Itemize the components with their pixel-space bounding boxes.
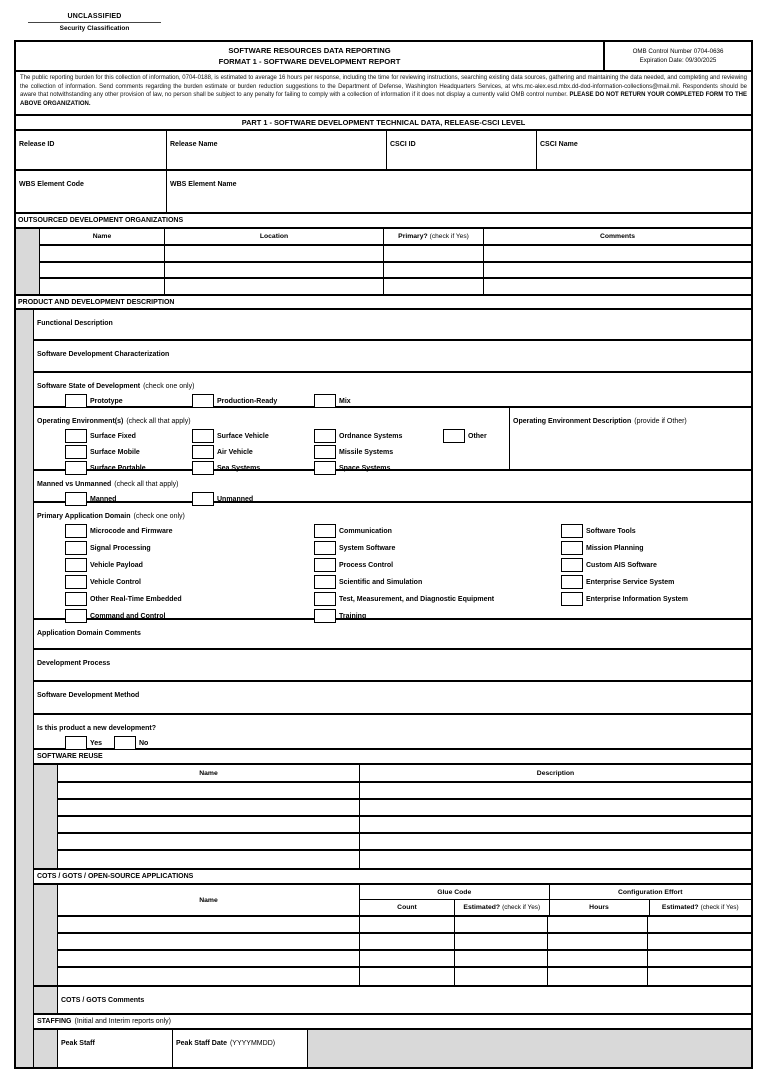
product-section-header: PRODUCT AND DEVELOPMENT DESCRIPTION bbox=[16, 294, 751, 308]
development-process-label: Development Process bbox=[37, 660, 111, 667]
domain-note: (check one only) bbox=[133, 513, 185, 520]
surface-vehicle-checkbox[interactable] bbox=[192, 429, 214, 443]
reuse-row bbox=[58, 851, 751, 868]
domain-row-2 bbox=[37, 540, 748, 557]
domain-mission-planning bbox=[561, 541, 644, 555]
state-option-production-ready bbox=[192, 394, 277, 408]
outsourced-name-cell[interactable] bbox=[40, 246, 165, 261]
cots-side-strip bbox=[34, 885, 58, 985]
product-side-strip bbox=[16, 310, 34, 1067]
outsourced-table bbox=[16, 227, 751, 294]
unmanned-option-label: Unmanned bbox=[217, 495, 254, 503]
cots-glue-estimated-cell[interactable] bbox=[455, 917, 548, 932]
outsourced-section-header: OUTSOURCED DEVELOPMENT ORGANIZATIONS bbox=[16, 212, 751, 227]
sea-systems-label: Sea Systems bbox=[217, 464, 261, 472]
burden-bold-text: PLEASE DO NOT RETURN YOUR COMPLETED FORM TO THE ABOVE ORGANIZATION. bbox=[20, 92, 747, 108]
outsourced-primary-header bbox=[384, 229, 484, 244]
system-software-checkbox[interactable] bbox=[314, 541, 336, 555]
scientific-and-simulation-checkbox[interactable] bbox=[314, 575, 336, 589]
reuse-name-cell[interactable] bbox=[58, 851, 360, 868]
estimated-note: (check if Yes) bbox=[700, 904, 739, 911]
domain-vehicle-control bbox=[65, 575, 141, 589]
manned-note: (check all that apply) bbox=[114, 481, 179, 488]
ordnance-systems-checkbox[interactable] bbox=[314, 429, 336, 443]
estimated-label: Estimated? bbox=[661, 904, 699, 911]
manned-label: Manned vs Unmanned bbox=[37, 481, 112, 488]
yes-label: Yes bbox=[90, 739, 103, 747]
reuse-name-cell[interactable] bbox=[58, 800, 360, 815]
outsourced-name-cell[interactable] bbox=[40, 279, 165, 294]
release-name-field[interactable] bbox=[167, 131, 387, 169]
enterprise-information-system-label: Enterprise Information System bbox=[586, 595, 688, 603]
reuse-name-cell[interactable] bbox=[58, 834, 360, 849]
csci-id-field[interactable] bbox=[387, 131, 537, 169]
estimated-label: Estimated? bbox=[463, 904, 501, 911]
configuration-hours-header: Hours bbox=[550, 900, 650, 915]
cots-config-estimated-cell[interactable] bbox=[648, 968, 751, 985]
outsourced-header-row bbox=[40, 229, 751, 246]
software-tools-label: Software Tools bbox=[586, 527, 636, 535]
glue-code-group bbox=[360, 885, 550, 915]
outsourced-comments-header: Comments bbox=[599, 232, 636, 240]
cots-comments-box bbox=[34, 987, 751, 1015]
new-development-box bbox=[34, 715, 751, 750]
domain-comments-label: Application Domain Comments bbox=[37, 630, 141, 637]
wbs-element-name-label: WBS Element Name bbox=[170, 181, 237, 188]
cots-table bbox=[34, 885, 751, 987]
training-label: Training bbox=[339, 612, 367, 620]
primary-application-domain-box bbox=[34, 503, 751, 620]
domain-row-5 bbox=[37, 591, 748, 608]
domain-enterprise-service-system bbox=[561, 575, 674, 589]
no-checkbox[interactable] bbox=[114, 736, 136, 750]
openv-row-2 bbox=[37, 444, 506, 460]
other-environment-label: Other bbox=[468, 432, 487, 440]
outsourced-row bbox=[40, 246, 751, 263]
reuse-description-header: Description bbox=[536, 769, 575, 777]
domain-other-real-time-embedded bbox=[65, 592, 182, 606]
outsourced-row bbox=[40, 263, 751, 280]
domain-custom-ais-software bbox=[561, 558, 657, 572]
peak-staff-date-label: Peak Staff Date bbox=[176, 1040, 227, 1047]
cots-glue-estimated-cell[interactable] bbox=[455, 968, 548, 985]
reuse-table bbox=[34, 765, 751, 870]
form-title-line1: SOFTWARE RESOURCES DATA REPORTING bbox=[228, 45, 391, 55]
cots-comments-side-strip bbox=[34, 987, 58, 1013]
yes-checkbox[interactable] bbox=[65, 736, 87, 750]
surface-mobile-label: Surface Mobile bbox=[90, 448, 140, 456]
omb-block bbox=[603, 42, 751, 70]
domain-microcode-and-firmware bbox=[65, 524, 172, 538]
operating-environment-box bbox=[34, 408, 751, 471]
staffing-header-label: STAFFING bbox=[37, 1018, 72, 1025]
cots-comments-field[interactable] bbox=[58, 987, 751, 1013]
vehicle-control-label: Vehicle Control bbox=[90, 578, 141, 586]
missile-systems-label: Missile Systems bbox=[339, 448, 394, 456]
domain-software-tools bbox=[561, 524, 636, 538]
glue-code-header: Glue Code bbox=[360, 885, 549, 900]
software-state-box bbox=[34, 373, 751, 408]
cots-hours-cell[interactable] bbox=[548, 951, 648, 966]
application-domain-comments-field[interactable] bbox=[34, 620, 751, 650]
surface-portable-label: Surface Portable bbox=[90, 464, 146, 472]
csci-name-label: CSCI Name bbox=[540, 141, 578, 148]
openv-row-1 bbox=[37, 428, 506, 444]
other-environment-checkbox[interactable] bbox=[443, 429, 465, 443]
outsourced-table-body bbox=[40, 229, 751, 294]
configuration-estimated-header bbox=[650, 900, 752, 915]
openv-air-vehicle bbox=[192, 445, 253, 459]
new-development-options-row bbox=[37, 735, 748, 753]
surface-vehicle-label: Surface Vehicle bbox=[217, 432, 269, 440]
domain-process-control bbox=[314, 558, 393, 572]
cots-count-cell[interactable] bbox=[360, 934, 455, 949]
openv-surface-fixed bbox=[65, 429, 136, 443]
openv-other bbox=[443, 429, 487, 443]
configuration-effort-header: Configuration Effort bbox=[550, 885, 752, 900]
peak-staff-date-field[interactable] bbox=[173, 1030, 308, 1067]
domain-system-software bbox=[314, 541, 395, 555]
operating-env-label: Operating Environment(s) bbox=[37, 418, 124, 425]
srdr-form bbox=[14, 40, 753, 1069]
no-label: No bbox=[139, 739, 149, 747]
surface-fixed-label: Surface Fixed bbox=[90, 432, 136, 440]
space-systems-label: Space Systems bbox=[339, 464, 391, 472]
ordnance-systems-label: Ordnance Systems bbox=[339, 432, 403, 440]
outsourced-primary-cell[interactable] bbox=[384, 263, 484, 278]
outsourced-comments-cell[interactable] bbox=[484, 246, 751, 261]
surface-mobile-checkbox[interactable] bbox=[65, 445, 87, 459]
cots-count-cell[interactable] bbox=[360, 917, 455, 932]
mix-label: Mix bbox=[339, 397, 351, 405]
identification-row-2 bbox=[16, 169, 751, 212]
form-title-line2: FORMAT 1 - SOFTWARE DEVELOPMENT REPORT bbox=[218, 57, 401, 66]
product-section bbox=[16, 308, 751, 1067]
cots-row bbox=[58, 934, 751, 951]
test-measurement-diagnostic-label: Test, Measurement, and Diagnostic Equipment bbox=[339, 595, 495, 603]
domain-signal-processing bbox=[65, 541, 151, 555]
reuse-section-header: SOFTWARE REUSE bbox=[34, 750, 751, 765]
cots-hours-cell[interactable] bbox=[548, 917, 648, 932]
new-development-label: Is this product a new development? bbox=[37, 725, 157, 732]
state-option-prototype bbox=[65, 394, 123, 408]
cots-config-estimated-cell[interactable] bbox=[648, 951, 751, 966]
air-vehicle-checkbox[interactable] bbox=[192, 445, 214, 459]
reuse-side-strip bbox=[34, 765, 58, 868]
vehicle-control-checkbox[interactable] bbox=[65, 575, 87, 589]
reuse-description-cell[interactable] bbox=[360, 817, 751, 832]
reuse-name-header: Name bbox=[58, 765, 360, 781]
process-control-label: Process Control bbox=[339, 561, 394, 569]
omb-control-number: OMB Control Number 0704-0636 bbox=[632, 47, 724, 55]
test-measurement-diagnostic-checkbox[interactable] bbox=[314, 592, 336, 606]
outsourced-location-cell[interactable] bbox=[165, 246, 384, 261]
prototype-label: Prototype bbox=[90, 397, 123, 405]
product-body bbox=[34, 310, 751, 1067]
outsourced-comments-cell[interactable] bbox=[484, 263, 751, 278]
enterprise-service-system-checkbox[interactable] bbox=[561, 575, 583, 589]
system-software-label: System Software bbox=[339, 544, 396, 552]
cots-row bbox=[58, 968, 751, 985]
software-tools-checkbox[interactable] bbox=[561, 524, 583, 538]
functional-description-label: Functional Description bbox=[37, 320, 113, 327]
cots-table-body bbox=[58, 885, 751, 985]
domain-label: Primary Application Domain bbox=[37, 513, 131, 520]
enterprise-service-system-label: Enterprise Service System bbox=[586, 578, 675, 586]
estimated-note: (check if Yes) bbox=[502, 904, 541, 911]
outsourced-name-cell[interactable] bbox=[40, 263, 165, 278]
classification-label: Security Classification bbox=[59, 25, 130, 32]
cots-config-estimated-cell[interactable] bbox=[648, 934, 751, 949]
form-title bbox=[16, 42, 603, 70]
prototype-checkbox[interactable] bbox=[65, 394, 87, 408]
peak-staff-field[interactable] bbox=[58, 1030, 173, 1067]
cots-header-row bbox=[58, 885, 751, 917]
configuration-effort-group bbox=[550, 885, 752, 915]
new-development-no bbox=[114, 736, 148, 750]
cots-count-cell[interactable] bbox=[360, 968, 455, 985]
cots-row bbox=[58, 951, 751, 968]
release-id-field[interactable] bbox=[16, 131, 167, 169]
reuse-row bbox=[58, 834, 751, 851]
identification-row-1 bbox=[16, 129, 751, 169]
cots-row bbox=[58, 917, 751, 934]
production-ready-label: Production-Ready bbox=[217, 397, 278, 405]
domain-communication bbox=[314, 524, 392, 538]
openv-ordnance-systems bbox=[314, 429, 402, 443]
domain-row-1 bbox=[37, 523, 748, 540]
mix-checkbox[interactable] bbox=[314, 394, 336, 408]
characterization-label: Software Development Characterization bbox=[37, 351, 170, 358]
outsourced-location-cell[interactable] bbox=[165, 279, 384, 294]
glue-code-estimated-header bbox=[455, 900, 549, 915]
outsourced-primary-cell[interactable] bbox=[384, 246, 484, 261]
development-process-field[interactable] bbox=[34, 650, 751, 682]
peak-staff-label: Peak Staff bbox=[61, 1040, 95, 1047]
microcode-and-firmware-label: Microcode and Firmware bbox=[90, 527, 173, 535]
domain-scientific-and-simulation bbox=[314, 575, 422, 589]
peak-staff-date-note: (YYYYMMDD) bbox=[229, 1040, 276, 1047]
outsourced-row bbox=[40, 279, 751, 294]
state-option-mix bbox=[314, 394, 351, 408]
state-label: Software State of Development bbox=[37, 383, 141, 390]
release-name-label: Release Name bbox=[170, 141, 218, 148]
reuse-description-cell[interactable] bbox=[360, 800, 751, 815]
reuse-header-row bbox=[58, 765, 751, 783]
csci-name-field[interactable] bbox=[537, 131, 751, 169]
operating-environment-description-field[interactable] bbox=[509, 408, 751, 469]
domain-enterprise-information-system bbox=[561, 592, 688, 606]
vehicle-payload-checkbox[interactable] bbox=[65, 558, 87, 572]
wbs-element-code-label: WBS Element Code bbox=[19, 181, 84, 188]
cots-comments-label: COTS / GOTS Comments bbox=[61, 997, 145, 1004]
mission-planning-label: Mission Planning bbox=[586, 544, 644, 552]
reuse-description-cell[interactable] bbox=[360, 834, 751, 849]
classification-banner: UNCLASSIFIED bbox=[28, 13, 161, 23]
staffing-filler bbox=[308, 1030, 751, 1067]
outsourced-location-cell[interactable] bbox=[165, 263, 384, 278]
domain-row-4 bbox=[37, 574, 748, 591]
reuse-name-cell[interactable] bbox=[58, 783, 360, 798]
software-development-method-field[interactable] bbox=[34, 682, 751, 715]
signal-processing-checkbox[interactable] bbox=[65, 541, 87, 555]
other-real-time-embedded-checkbox[interactable] bbox=[65, 592, 87, 606]
reuse-row bbox=[58, 817, 751, 834]
functional-description-field[interactable] bbox=[34, 310, 751, 341]
vehicle-payload-label: Vehicle Payload bbox=[90, 561, 143, 569]
enterprise-information-system-checkbox[interactable] bbox=[561, 592, 583, 606]
glue-code-count-header: Count bbox=[360, 900, 455, 915]
other-real-time-embedded-label: Other Real-Time Embedded bbox=[90, 595, 182, 603]
new-development-yes bbox=[65, 736, 102, 750]
title-row bbox=[16, 42, 751, 70]
part1-header: PART 1 - SOFTWARE DEVELOPMENT TECHNICAL DATA, RELEASE-CSCI LEVEL bbox=[16, 114, 751, 129]
openv-missile-systems bbox=[314, 445, 393, 459]
communication-checkbox[interactable] bbox=[314, 524, 336, 538]
operating-environment-options bbox=[34, 408, 509, 472]
outsourced-name-header: Name bbox=[40, 229, 165, 244]
cots-count-cell[interactable] bbox=[360, 951, 455, 966]
development-method-label: Software Development Method bbox=[37, 692, 140, 699]
production-ready-checkbox[interactable] bbox=[192, 394, 214, 408]
custom-ais-software-label: Custom AIS Software bbox=[586, 561, 657, 569]
cots-section-header: COTS / GOTS / OPEN-SOURCE APPLICATIONS bbox=[34, 870, 751, 885]
operating-env-description-note: (provide if Other) bbox=[634, 418, 687, 425]
domain-vehicle-payload bbox=[65, 558, 143, 572]
burden-text: The public reporting burden for this collection of information, 0704-0188, is estimated to average 16 hours per response, including the time for reviewing instructions, searching existing data sources, gathering and maintaining the data needed, and completing and reviewing the collection of information. Send comments regarding the burden estimate or burden reduction suggestions to the Department of Defense, Washington Headquarters Services, at whs.mc-alex.esd.mbx.dd-dod-information-collections@mail.mil. Respondents should be aware that notwithstanding any other provision of law, no person shall be subject to any penalty for failing to comply with a collection of information if it does not display a currently valid OMB control number. bbox=[20, 75, 747, 99]
operating-env-description-label: Operating Environment Description bbox=[513, 418, 632, 425]
custom-ais-software-checkbox[interactable] bbox=[561, 558, 583, 572]
process-control-checkbox[interactable] bbox=[314, 558, 336, 572]
cots-name-cell[interactable] bbox=[58, 968, 360, 985]
cots-hours-cell[interactable] bbox=[548, 934, 648, 949]
staffing-section-header bbox=[34, 1015, 751, 1030]
cots-glue-estimated-cell[interactable] bbox=[455, 934, 548, 949]
staffing-row bbox=[34, 1030, 751, 1067]
manned-unmanned-box bbox=[34, 471, 751, 503]
staffing-header-note: (Initial and Interim reports only) bbox=[74, 1018, 171, 1025]
reuse-description-cell[interactable] bbox=[360, 783, 751, 798]
mission-planning-checkbox[interactable] bbox=[561, 541, 583, 555]
openv-surface-vehicle bbox=[192, 429, 269, 443]
wbs-element-name-field[interactable] bbox=[167, 171, 751, 212]
staffing-side-strip bbox=[34, 1030, 58, 1067]
outsourced-comments-cell[interactable] bbox=[484, 279, 751, 294]
wbs-element-code-field[interactable] bbox=[16, 171, 167, 212]
reuse-name-cell[interactable] bbox=[58, 817, 360, 832]
reuse-description-cell[interactable] bbox=[360, 851, 751, 868]
openv-surface-mobile bbox=[65, 445, 140, 459]
cots-name-header: Name bbox=[58, 885, 360, 915]
omb-expiration-date: Expiration Date: 09/30/2025 bbox=[639, 57, 717, 64]
primary-header-label: Primary? bbox=[398, 232, 428, 240]
signal-processing-label: Signal Processing bbox=[90, 544, 151, 552]
csci-id-label: CSCI ID bbox=[390, 141, 416, 148]
domain-row-3 bbox=[37, 557, 748, 574]
cots-hours-cell[interactable] bbox=[548, 968, 648, 985]
primary-header-note: (check if Yes) bbox=[429, 232, 469, 240]
missile-systems-checkbox[interactable] bbox=[314, 445, 336, 459]
cots-glue-estimated-cell[interactable] bbox=[455, 951, 548, 966]
classification-block bbox=[28, 13, 161, 32]
surface-fixed-checkbox[interactable] bbox=[65, 429, 87, 443]
outsourced-location-header: Location bbox=[165, 229, 384, 244]
release-id-label: Release ID bbox=[19, 141, 55, 148]
cots-config-estimated-cell[interactable] bbox=[648, 917, 751, 932]
communication-label: Communication bbox=[339, 527, 392, 535]
operating-env-note: (check all that apply) bbox=[126, 418, 191, 425]
cots-name-cell[interactable] bbox=[58, 934, 360, 949]
scientific-and-simulation-label: Scientific and Simulation bbox=[339, 578, 423, 586]
reuse-row bbox=[58, 800, 751, 817]
reuse-table-body bbox=[58, 765, 751, 868]
state-note: (check one only) bbox=[143, 383, 195, 390]
microcode-and-firmware-checkbox[interactable] bbox=[65, 524, 87, 538]
outsourced-side-strip bbox=[16, 229, 40, 294]
burden-statement bbox=[16, 70, 751, 114]
air-vehicle-label: Air Vehicle bbox=[217, 448, 253, 456]
outsourced-primary-cell[interactable] bbox=[384, 279, 484, 294]
reuse-row bbox=[58, 783, 751, 800]
manned-option-label: Manned bbox=[90, 495, 117, 503]
command-and-control-label: Command and Control bbox=[90, 612, 166, 620]
software-development-characterization-field[interactable] bbox=[34, 341, 751, 373]
domain-test-measurement-diagnostic bbox=[314, 592, 494, 606]
cots-name-cell[interactable] bbox=[58, 951, 360, 966]
cots-name-cell[interactable] bbox=[58, 917, 360, 932]
